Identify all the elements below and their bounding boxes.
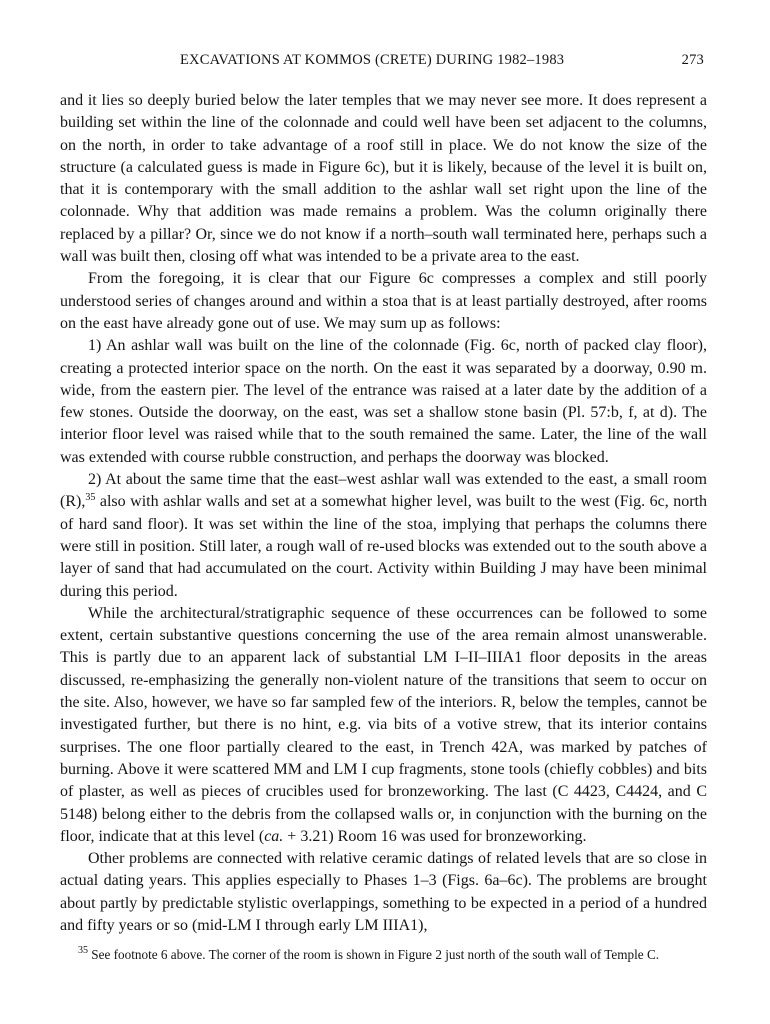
footnote-number: 35	[78, 945, 88, 956]
paragraph-point-1: 1) An ashlar wall was built on the line of the colonnade (Fig. 6c, north of packed clay floor), creating a protected interior space on the north. On the east it was separated by a doorway, 0.90 m. wide, from the eastern pier. The level of the entrance was raised at a later date by the addition of a few stones. Outside the doorway, on the east, was set a shallow stone basin (Pl. 57:b, f, at d). The interior floor level was raised while that to the south remained the same. Later, the line of the wall was extended with course rubble construction, and perhaps the doorway was blocked.	[60, 337, 707, 466]
paragraph-continued: and it lies so deeply buried below the later temples that we may never see more. It does represent a building set within the line of the colonnade and could well have been set adjacent to the columns, on the north, in order to take advantage of a roof still in place. We do not know the size of the structure (a calculated guess is made in Figure 6c), but it is likely, because of the level it is built on, that it is contemporary with the small addition to the ashlar wall set right upon the line of the colonnade. Why that addition was made remains a problem. Was the column originally there replaced by a pillar? Or, since we do not know if a north–south wall terminated here, perhaps such a wall was built then, closing off what was intended to be a private area to the east.	[60, 92, 707, 266]
paragraph-point-2	[60, 469, 707, 603]
page-number: 273	[681, 52, 704, 68]
paragraph-architecture	[60, 603, 707, 848]
paragraph-point-2-start: 2) At about the same time that the east–west ashlar wall was extended to the east, a small room (R),	[60, 471, 707, 511]
paragraph-point-2-end: also with ashlar walls and set at a somewhat higher level, was built to the west (Fig. 6c, north of hard sand floor). It was set within the line of the stoa, implying that perhaps the columns there were still in position. Still later, a rough wall of re-used blocks was extended out to the south above a layer of sand that had accumulated on the court. Activity within Building J may have been minimal during this period.	[60, 493, 707, 600]
paragraph-summary-intro: From the foregoing, it is clear that our Figure 6c compresses a complex and still poorly understood series of changes around and within a stoa that is at least partially destroyed, after rooms on the east have already gone out of use. We may sum up as follows:	[60, 270, 707, 332]
circa-abbreviation: ca.	[264, 827, 284, 845]
body-text	[60, 90, 707, 937]
paragraph-architecture-start: While the architectural/stratigraphic sequence of these occurrences can be followed to some extent, certain substantive questions concerning the use of the area remain almost unanswerable. This is partly due to an apparent lack of substantial LM I–II–IIIA1 floor deposits in the areas discussed, re-emphasizing the generally non-violent nature of the transitions that seem to occur on the site. Also, however, we have so far sampled few of the interiors. R, below the temples, cannot be investigated further, but there is no hint, e.g. via bits of a votive strew, that its interior contains surprises. The one floor partially cleared to the east, in Trench 42A, was marked by patches of burning. Above it were scattered MM and LM I cup fragments, stone tools (chiefly cobbles) and bits of plaster, as well as pieces of crucibles used for bronzeworking. The last (C 4423, C4424, and C 5148) belong either to the debris from the collapsed walls or, in conjunction with the burning on the floor, indicate that at this level (	[60, 604, 707, 845]
running-header	[60, 52, 710, 76]
footnote-text: See footnote 6 above. The corner of the room is shown in Figure 2 just north of the south wall of Temple C.	[88, 947, 660, 962]
footnote	[60, 946, 715, 964]
paragraph-architecture-end: + 3.21) Room 16 was used for bronzeworking.	[283, 827, 587, 845]
running-title: EXCAVATIONS AT KOMMOS (CRETE) DURING 1982–1983	[180, 52, 565, 68]
paragraph-ceramic-problems: Other problems are connected with relative ceramic datings of related levels that are so close in actual dating years. This applies especially to Phases 1–3 (Figs. 6a–6c). The problems are brought about partly by predictable stylistic overlappings, something to be expected in a period of a hundred and fifty years or so (mid-LM I through early LM IIIA1),	[60, 850, 707, 934]
footnote-reference[interactable]: 35	[85, 492, 96, 504]
